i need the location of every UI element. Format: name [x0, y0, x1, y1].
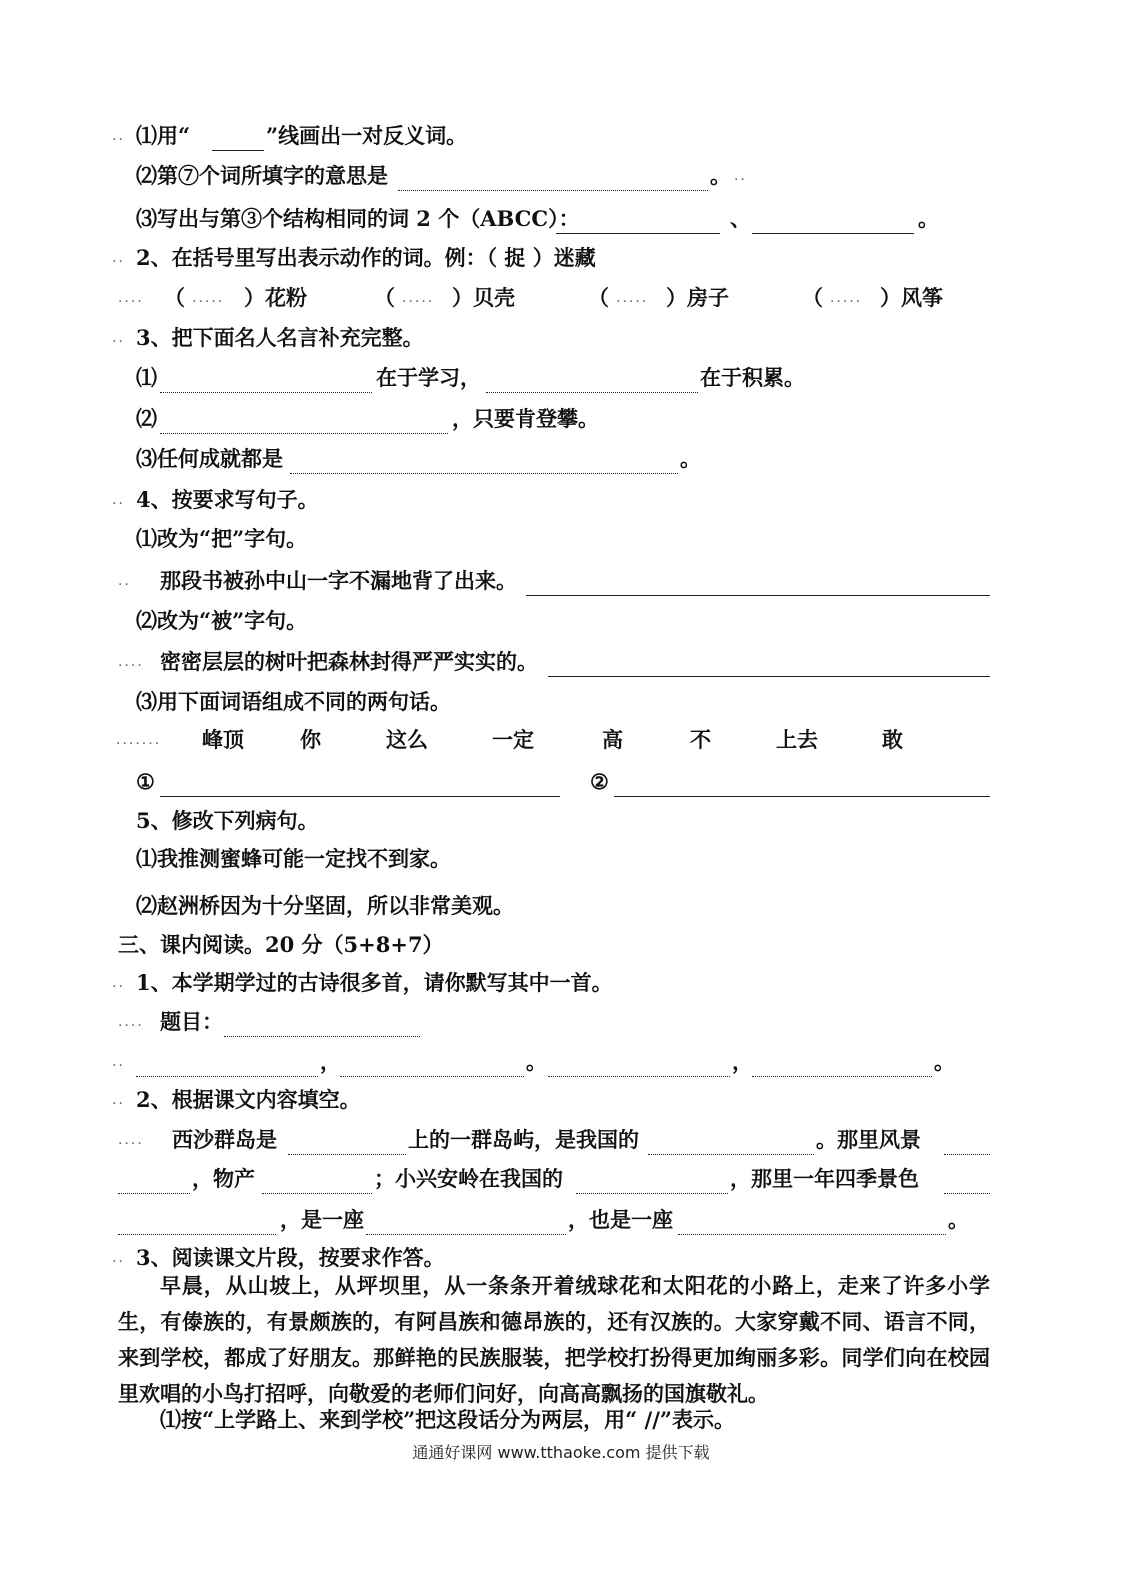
answer-blank[interactable] — [224, 1016, 420, 1037]
answer-blank[interactable] — [752, 213, 914, 234]
q-text: 4、按要求写句子。 — [136, 487, 319, 512]
q-text: 西沙群岛是 — [172, 1127, 277, 1152]
q-text: 3、阅读课文片段，按要求作答。 — [136, 1245, 445, 1270]
q-text: ⑴按“上学路上、来到学校”把这段话分为两层，用“ //”表示。 — [160, 1407, 735, 1432]
answer-blank[interactable] — [160, 776, 560, 797]
fill-line-1 — [0, 1124, 1122, 1164]
q-text: ⑵改为“被”字句。 — [136, 608, 308, 633]
answer-blank[interactable] — [118, 1214, 276, 1235]
q-text: ⑴用“ — [136, 123, 191, 148]
page-footer: 通通好课网 www.tthaoke.com 提供下载 — [412, 1443, 710, 1462]
q-text: 在于学习， — [376, 365, 481, 390]
answer-blank[interactable] — [340, 1056, 524, 1077]
answer-blank[interactable] — [526, 575, 990, 596]
word-chip: 敢 — [882, 727, 903, 752]
answer-slot[interactable]: ..... — [830, 290, 863, 306]
q-text: 5、修改下列病句。 — [136, 808, 319, 833]
action-object: ）贝壳 — [452, 285, 515, 310]
punct: 。 — [934, 1049, 955, 1074]
answer-blank[interactable] — [614, 776, 990, 797]
dots: .. — [112, 330, 125, 346]
dots: .. — [734, 168, 747, 184]
q-text: ⑶写出与第③个结构相同的词 2 个（ABCC）： — [136, 206, 580, 231]
q-text: ⑴我推测蜜蜂可能一定找不到家。 — [136, 846, 451, 871]
answer-blank[interactable] — [398, 170, 708, 191]
fill-line-3 — [0, 1204, 1122, 1244]
q-text: ⑶用下面词语组成不同的两句话。 — [136, 689, 451, 714]
punct: ， — [732, 1049, 753, 1074]
q-text: ”线画出一对反义词。 — [266, 123, 468, 148]
source-sentence: 密密层层的树叶把森林封得严严实实的。 — [160, 649, 538, 674]
answer-blank[interactable] — [548, 1056, 730, 1077]
answer-slot[interactable]: ..... — [192, 290, 225, 306]
q-text: ，那里一年四季景色 — [730, 1166, 919, 1191]
q-text: ⑵第⑦个词所填字的意思是 — [136, 163, 388, 188]
answer-blank[interactable] — [648, 1134, 814, 1155]
q-line-meaning — [0, 160, 1122, 200]
word-chip: 高 — [602, 727, 623, 752]
q-text: 。那里风景 — [816, 1127, 921, 1152]
answer-blank[interactable] — [160, 413, 448, 434]
q-text: 2、根据课文内容填空。 — [136, 1087, 361, 1112]
answer-blank[interactable] — [548, 656, 990, 677]
question-3-title — [0, 322, 1122, 362]
quote-line-2 — [0, 403, 1122, 443]
dots: .... — [118, 1132, 144, 1148]
dots: .. — [112, 250, 125, 266]
q-num: ⑵ — [136, 406, 157, 431]
bracket-open: （ — [802, 285, 823, 310]
q-text: 3、把下面名人名言补充完整。 — [136, 325, 424, 350]
q-text: 。 — [918, 206, 939, 231]
q-text: ⑵赵洲桥因为十分坚固，所以非常美观。 — [136, 893, 514, 918]
answer-num: ① — [136, 769, 155, 794]
answer-blank[interactable] — [576, 1173, 728, 1194]
action-object: ）房子 — [666, 285, 729, 310]
section-heading: 三、课内阅读。20 分（5+8+7） — [118, 932, 444, 957]
fill-line-2 — [0, 1163, 1122, 1203]
word-chip: 一定 — [492, 727, 534, 752]
q-text: ，是一座 — [280, 1207, 364, 1232]
dots: .. — [112, 492, 125, 508]
quote-line-1 — [0, 362, 1122, 402]
q-text: 。 — [680, 446, 701, 471]
bracket-open: （ — [588, 285, 609, 310]
word-chip: 这么 — [386, 727, 428, 752]
ba-title — [0, 523, 1122, 563]
word-chip: 上去 — [776, 727, 818, 752]
q-text: 。 — [710, 163, 731, 188]
action-object: ）花粉 — [244, 285, 307, 310]
quote-line-3 — [0, 443, 1122, 483]
dots: .. — [112, 975, 125, 991]
sick-sentence-1 — [0, 843, 1122, 883]
bei-sentence-line — [0, 646, 1122, 686]
answer-blank[interactable] — [262, 1173, 372, 1194]
dots: .. — [112, 1250, 125, 1266]
answer-blank[interactable] — [678, 1214, 946, 1235]
section-3-heading — [0, 929, 1122, 969]
q-text: ，物产 — [192, 1166, 255, 1191]
dots: .... — [118, 1014, 144, 1030]
poem-title-line — [0, 1006, 1122, 1046]
answer-num: ② — [590, 769, 609, 794]
answer-blank[interactable] — [752, 1056, 932, 1077]
answer-blank[interactable] — [366, 1214, 566, 1235]
q-text: 。 — [948, 1207, 969, 1232]
q-num: ⑴ — [136, 365, 157, 390]
punct: ， — [320, 1049, 341, 1074]
answer-blank[interactable] — [160, 372, 372, 393]
q-text: ，只要肯登攀。 — [452, 406, 599, 431]
q-text: 、 — [730, 206, 751, 231]
q-text: 2、在括号里写出表示动作的词。例：（ 捉 ）迷藏 — [136, 245, 596, 270]
q-text: ⑶任何成就都是 — [136, 446, 283, 471]
answer-blank[interactable] — [212, 130, 264, 151]
dots: .... — [118, 290, 144, 306]
answer-slot[interactable]: ..... — [616, 290, 649, 306]
action-word-row — [0, 282, 1122, 322]
q-text: 1、本学期学过的古诗很多首，请你默写其中一首。 — [136, 970, 613, 995]
punct: 。 — [526, 1049, 547, 1074]
bracket-open: （ — [374, 285, 395, 310]
answer-blank[interactable] — [136, 1056, 318, 1077]
word-chip: 峰顶 — [202, 727, 244, 752]
dots: .. — [112, 1092, 125, 1108]
sick-sentence-2 — [0, 890, 1122, 930]
reading-passage: 早晨，从山坡上，从坪坝里，从一条条开着绒球花和太阳花的小路上，走来了许多小学生，有傣族的，有景颇族的，有阿昌族和德昂族的，还有汉族的。大家穿戴不同、语言不同，来到学校，都成了好朋友。那鲜艳的民族服装，把学校打扮得更加绚丽多彩。同学们向在校园里欢唱的小鸟打招呼，向敬爱的老师们问好，向高高飘扬的国旗敬礼。 — [118, 1273, 990, 1406]
word-chip: 你 — [300, 727, 321, 752]
answer-blank[interactable] — [556, 213, 720, 234]
reading-question-1 — [0, 1404, 1122, 1444]
answer-blank[interactable] — [944, 1173, 990, 1194]
action-object: ）风筝 — [880, 285, 943, 310]
answer-blank[interactable] — [486, 372, 698, 393]
answer-blank[interactable] — [290, 453, 678, 474]
dots: .... — [118, 654, 144, 670]
bei-title — [0, 605, 1122, 645]
fill-title — [0, 1084, 1122, 1124]
q-line-abcc — [0, 203, 1122, 243]
question-5-title — [0, 805, 1122, 845]
q-text: 在于积累。 — [700, 365, 805, 390]
word-chip: 不 — [690, 727, 711, 752]
dots: ....... — [116, 732, 162, 748]
question-2-title — [0, 242, 1122, 282]
source-sentence: 那段书被孙中山一字不漏地背了出来。 — [160, 568, 517, 593]
question-4-title — [0, 484, 1122, 524]
q-text: 上的一群岛屿，是我国的 — [408, 1127, 639, 1152]
compose-answers — [0, 766, 1122, 806]
q-line-antonym — [0, 120, 1122, 160]
q-text: ，也是一座 — [568, 1207, 673, 1232]
dots: .. — [112, 128, 125, 144]
q-label: 题目： — [160, 1009, 223, 1034]
answer-slot[interactable]: ..... — [402, 290, 435, 306]
bracket-open: （ — [164, 285, 185, 310]
answer-blank[interactable] — [944, 1134, 990, 1155]
dots: .. — [112, 1054, 125, 1070]
answer-blank[interactable] — [118, 1173, 190, 1194]
compose-title — [0, 686, 1122, 726]
word-bank — [0, 724, 1122, 764]
poem-title — [0, 967, 1122, 1007]
dots: .. — [118, 573, 131, 589]
answer-blank[interactable] — [288, 1134, 406, 1155]
ba-sentence-line — [0, 565, 1122, 605]
poem-lines — [0, 1046, 1122, 1086]
q-text: ；小兴安岭在我国的 — [374, 1166, 563, 1191]
q-text: ⑴改为“把”字句。 — [136, 526, 308, 551]
